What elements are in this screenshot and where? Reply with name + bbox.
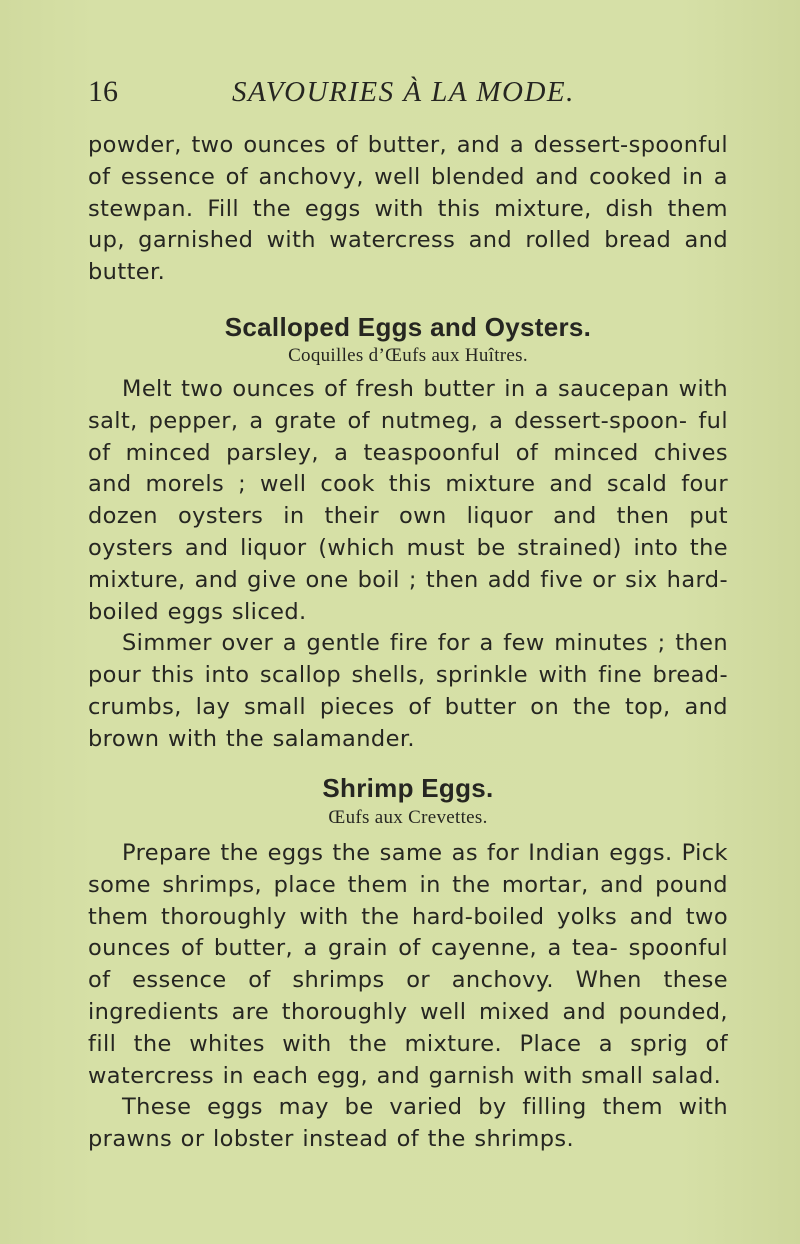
page-number: 16 xyxy=(88,75,118,108)
running-head-title: SAVOURIES À LA MODE. xyxy=(232,76,575,108)
recipe-paragraph: Prepare the eggs the same as for Indian eggs. Pick some shrimps, place them in the mortar, and pound them thoroughly with the hard-boiled yolks and two ounces of butter, a grain of cayenne, a tea- spoonful of essence of shrimps or anchovy. When these ingredients are thoroughly well mixed and pounded, fill the whites with the mixture. Place a sprig of watercress in each egg, and garnish with small salad. xyxy=(88,840,728,1089)
intro-text xyxy=(88,130,728,289)
running-head xyxy=(0,74,800,114)
recipe-paragraph: These eggs may be varied by filling them with prawns or lobster instead of the shrimps. xyxy=(88,1094,728,1153)
recipe-body-shrimp-eggs xyxy=(88,838,728,1156)
recipe-body-scalloped-eggs xyxy=(88,374,728,756)
recipe-subtitle-scalloped-eggs: Coquilles d’Œufs aux Huîtres. xyxy=(288,345,528,366)
recipe-paragraph: Melt two ounces of fresh butter in a saucepan with salt, pepper, a grate of nutmeg, a dessert-spoon- ful of minced parsley, a teaspoonful of minced chives and morels ; well cook this mixture and scald four dozen oysters in their own liquor and then put oysters and liquor (which must be strained) into the mixture, and give one boil ; then add five or six hard-boiled eggs sliced. xyxy=(88,376,728,625)
recipe-title-scalloped-eggs: Scalloped Eggs and Oysters. xyxy=(224,312,592,342)
intro-paragraph: powder, two ounces of butter, and a dessert-spoonful of essence of anchovy, well blended and cooked in a stewpan. Fill the eggs with this mixture, dish them up, garnished with watercress and rolled bread and butter. xyxy=(88,132,728,286)
recipe-subtitle-shrimp-eggs: Œufs aux Crevettes. xyxy=(328,807,488,828)
recipe-paragraph: Simmer over a gentle fire for a few minutes ; then pour this into scallop shells, sprinkle with fine bread-crumbs, lay small pieces of butter on the top, and brown with the salamander. xyxy=(88,630,728,752)
recipe-title-shrimp-eggs: Shrimp Eggs. xyxy=(322,773,494,803)
